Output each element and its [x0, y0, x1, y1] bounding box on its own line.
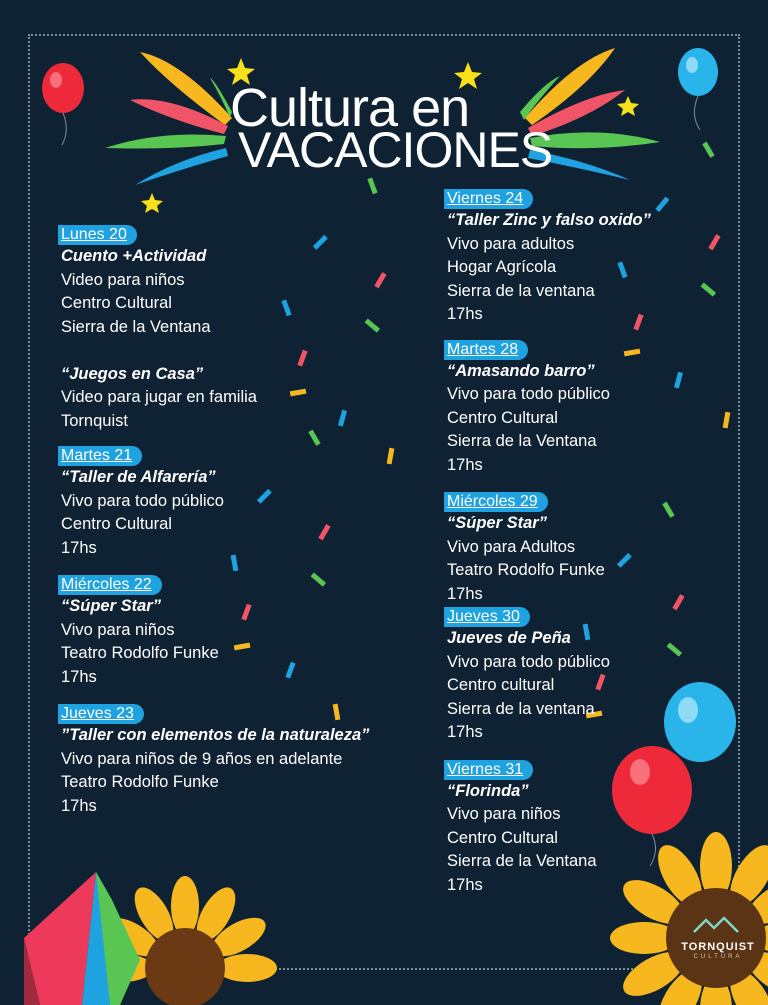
event-detail: Centro cultural: [447, 676, 555, 694]
event-block: [58, 445, 418, 560]
event-detail: Vivo para todo público: [447, 652, 610, 671]
event-title: Jueves de Peña: [447, 629, 571, 647]
event-day-badge: Martes 21: [58, 446, 142, 466]
event-title: “Florinda”: [447, 781, 529, 800]
balloon-red-icon: [42, 63, 84, 145]
event-detail: 17hs: [447, 723, 483, 741]
event-detail: Video para niños: [61, 270, 185, 289]
event-title: “Taller Zinc y falso oxido”: [447, 211, 651, 229]
firework-left-icon: [105, 52, 232, 185]
balloon-blue-icon: [678, 48, 718, 130]
event-detail: Sierra de la Ventana: [447, 852, 597, 870]
event-title: “Juegos en Casa”: [61, 364, 204, 383]
event-detail: 17hs: [61, 538, 97, 557]
event-detail: Vivo para todo público: [447, 385, 610, 403]
event-day-badge: Lunes 20: [58, 225, 137, 245]
event-day-badge: Jueves 23: [58, 704, 144, 724]
event-detail: Vivo para Adultos: [447, 537, 576, 556]
event-detail: Tornquist: [61, 411, 128, 430]
event-day-badge: Viernes 24: [444, 189, 533, 209]
event-title: Cuento +Actividad: [61, 247, 207, 265]
event-detail: Vivo para niños: [61, 620, 175, 639]
event-block: [444, 606, 768, 745]
event-detail: 17hs: [447, 305, 483, 323]
event-block: [444, 759, 768, 898]
event-day-badge: Miércoles 29: [444, 492, 548, 512]
paper-lantern-icon: [24, 872, 140, 1005]
event-block: [58, 224, 418, 433]
events-left-column: [58, 224, 418, 818]
event-detail: 17hs: [61, 796, 97, 815]
event-detail: Teatro Rodolfo Funke: [447, 561, 605, 579]
event-detail: 17hs: [447, 875, 483, 894]
event-block: [444, 339, 768, 478]
event-detail: Centro Cultural: [61, 515, 172, 533]
event-detail: Vivo para adultos: [447, 234, 575, 253]
logo-subtitle: CULTURA: [693, 954, 743, 960]
event-detail: [58, 339, 418, 363]
event-detail: 17hs: [447, 584, 483, 603]
event-detail: Vivo para niños: [447, 805, 561, 823]
event-detail: Sierra de la Ventana: [447, 432, 597, 450]
event-detail: 17hs: [447, 455, 483, 474]
event-detail: Centro Cultural: [447, 828, 558, 847]
event-block: [58, 574, 418, 689]
event-detail: Teatro Rodolfo Funke: [61, 773, 219, 791]
event-day-badge: Martes 28: [444, 340, 528, 360]
event-detail: Sierra de la Ventana: [61, 317, 211, 336]
title-line-1: Cultura en: [230, 78, 470, 138]
event-detail: Sierra de la ventana: [447, 281, 595, 300]
logo-name: TORNQUIST: [681, 941, 755, 953]
event-title: “Súper Star”: [61, 597, 161, 615]
event-day-badge: Miércoles 22: [58, 575, 162, 595]
event-detail: Sierra de la ventana: [447, 699, 595, 718]
event-detail: Hogar Agrícola: [447, 258, 557, 276]
event-detail: 17hs: [61, 667, 97, 686]
event-title: “Amasando barro”: [447, 361, 595, 380]
event-block: [58, 703, 418, 818]
event-detail: Centro Cultural: [61, 294, 172, 312]
event-detail: Teatro Rodolfo Funke: [61, 644, 219, 662]
event-title: “Taller de Alfarería”: [61, 468, 216, 486]
event-detail: Centro Cultural: [447, 408, 558, 427]
event-detail: Vivo para niños de 9 años en adelante: [61, 749, 343, 768]
event-block: [444, 188, 768, 327]
event-day-badge: Jueves 30: [444, 607, 530, 627]
events-right-column: [444, 188, 768, 897]
event-detail: Video para jugar en familia: [61, 388, 257, 406]
event-title: ”Taller con elementos de la naturaleza”: [61, 726, 370, 744]
title-line-2: VACACIONES: [238, 122, 553, 178]
event-block: [444, 491, 768, 606]
event-detail: Vivo para todo público: [61, 491, 224, 510]
event-title: “Súper Star”: [447, 514, 547, 532]
event-day-badge: Viernes 31: [444, 760, 533, 780]
